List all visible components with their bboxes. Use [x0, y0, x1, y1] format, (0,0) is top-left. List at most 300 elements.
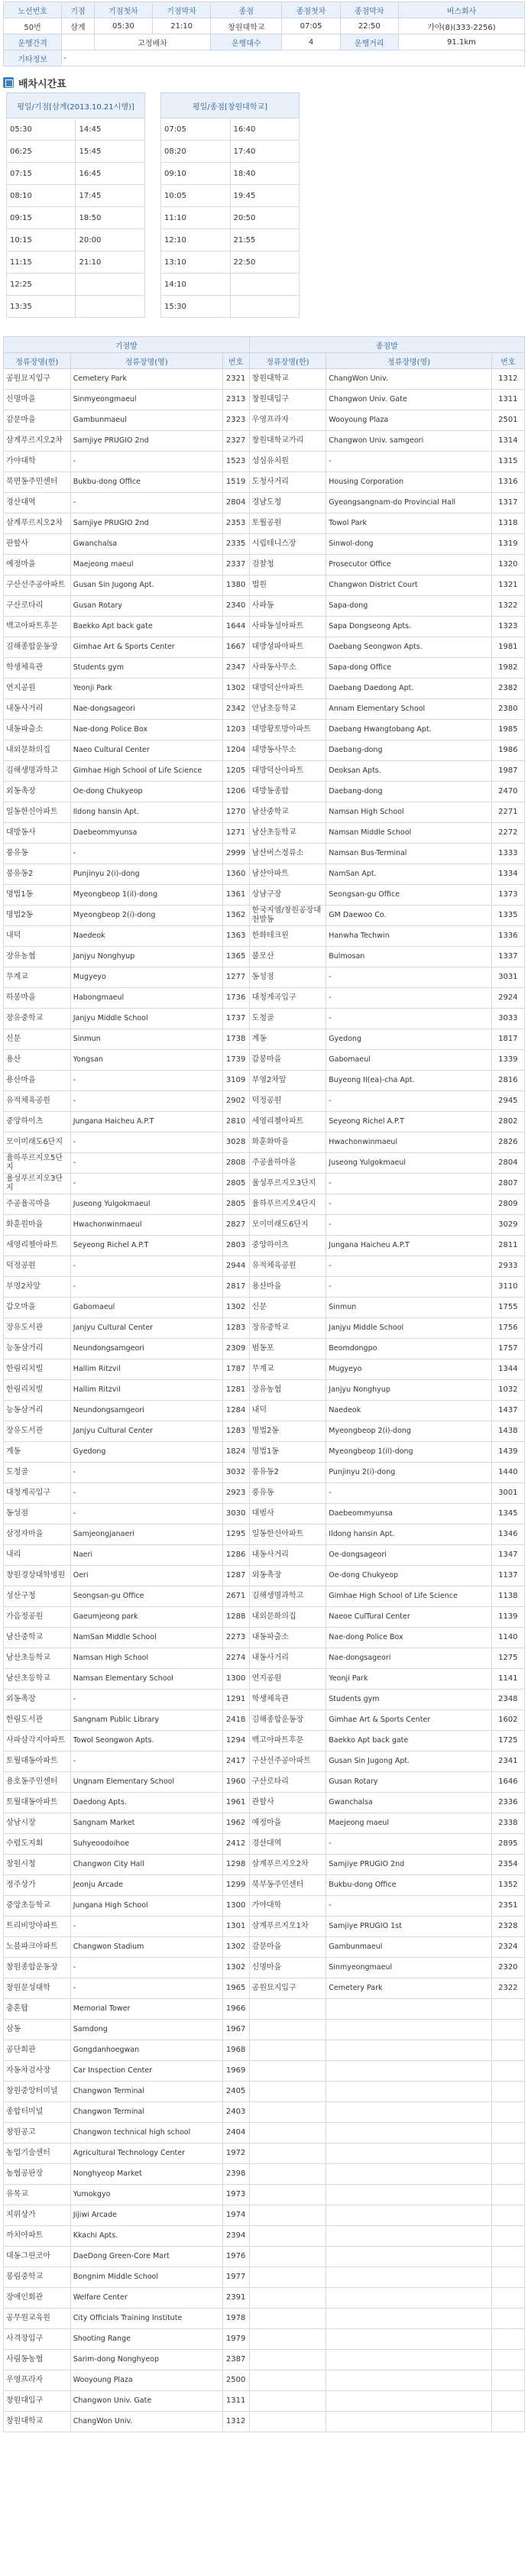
stop-name-kr: 율하푸르지오5단지 [4, 1153, 71, 1174]
stop-row [4, 493, 525, 514]
stop-number: 2816 [491, 1071, 524, 1091]
stop-name-en: Jijiwi Arcade [70, 2205, 222, 2226]
stop-name-en [326, 2164, 491, 2185]
stop-number [491, 2391, 524, 2412]
stop-name-en: Memorial Tower [70, 1999, 222, 2020]
stop-number: 2500 [222, 2370, 249, 2391]
stop-name-en: - [326, 1194, 491, 1215]
stop-name-kr: 연지공원 [4, 679, 71, 699]
stop-row [4, 947, 525, 967]
stop-row [4, 2164, 525, 2185]
stop-row [4, 2350, 525, 2370]
stop-number: 2810 [222, 1112, 249, 1132]
stop-number: 2273 [222, 1628, 249, 1648]
stop-row [4, 431, 525, 452]
stop-number: 2327 [222, 431, 249, 452]
stop-number: 2805 [222, 1194, 249, 1215]
stop-number: 2309 [222, 1339, 249, 1359]
stop-name-en: Janjyu Middle School [326, 1318, 491, 1339]
departure-time: 15:30 [161, 296, 231, 318]
stop-row [4, 2040, 525, 2061]
stop-number: 1344 [491, 1359, 524, 1380]
stop-name-en: Sangnam Market [70, 1813, 222, 1834]
stop-number: 2811 [491, 1236, 524, 1256]
stop-name-kr: 사림동농협 [4, 2350, 71, 2370]
stop-name-en: - [70, 1174, 222, 1194]
stop-name-en: Gusan Rotary [70, 596, 222, 617]
stop-name-en: Janjyu Cultural Center [70, 1421, 222, 1442]
info-h-dest-last: 종점막차 [340, 2, 398, 18]
timetable-row [161, 141, 300, 163]
stop-name-kr: 용산 [4, 1050, 71, 1071]
stop-name-en: Daebeommyunsa [70, 823, 222, 844]
stop-name-kr: 내외문화의집 [249, 1607, 326, 1628]
stop-name-kr: 갑봉마을 [249, 1050, 326, 1071]
stop-name-en: Sapa-dong [326, 596, 491, 617]
departure-time: 14:45 [76, 118, 145, 141]
stop-name-kr: 감문마을 [249, 1937, 326, 1958]
stop-name-kr: 삼계푸르지오2차 [4, 514, 71, 534]
stop-name-kr [249, 2288, 326, 2309]
info-h-etc: 기타정보 [4, 50, 62, 66]
stop-row [4, 1896, 525, 1917]
stop-number: 1335 [491, 906, 524, 926]
stop-row [4, 740, 525, 761]
stop-number: 1736 [222, 988, 249, 1009]
departure-time: 21:10 [76, 251, 145, 274]
departure-time: 07:05 [161, 118, 231, 141]
stops-table [3, 336, 525, 2432]
stop-number: 1646 [491, 1772, 524, 1793]
dest-header: 종점발 [249, 337, 524, 353]
stop-name-en: Habongmaeul [70, 988, 222, 1009]
info-etc: - [62, 50, 525, 66]
stop-name-en: Namsan High School [326, 802, 491, 823]
info-dest: 창원대학교 [211, 18, 282, 34]
stop-name-en: Mugyeyo [70, 967, 222, 988]
stop-number: 2826 [491, 1132, 524, 1153]
stop-name-kr: 남산아파트 [249, 864, 326, 885]
stop-name-en: Cemetery Park [326, 1978, 491, 1999]
stop-number: 1725 [491, 1731, 524, 1751]
stop-name-kr [249, 2412, 326, 2432]
stop-number: 2274 [222, 1648, 249, 1669]
stop-name-kr: 구산로타리 [249, 1772, 326, 1793]
stop-number: 1352 [491, 1875, 524, 1896]
stop-name-en: Baekko Apt back gate [326, 1731, 491, 1751]
stop-name-en [326, 2350, 491, 2370]
info-interval-blank [62, 34, 95, 50]
stop-row [4, 1339, 525, 1359]
stop-number: 2412 [222, 1834, 249, 1855]
stop-name-en: Namsan Bus-Terminal [326, 844, 491, 864]
stop-number: 1523 [222, 452, 249, 472]
stop-name-en: Hallim Ritzvil [70, 1380, 222, 1401]
stop-row [4, 410, 525, 431]
stop-name-en: Students gym [70, 658, 222, 679]
stop-row [4, 864, 525, 885]
info-h-dest-first: 종점첫차 [282, 2, 340, 18]
stop-name-kr: 종합터미널 [4, 2102, 71, 2123]
stop-name-kr: 동성점 [249, 967, 326, 988]
stop-number: 1295 [222, 1525, 249, 1545]
stop-row [4, 1978, 525, 1999]
departure-time [230, 296, 300, 318]
stop-name-kr: 풍유동 [249, 1483, 326, 1504]
stop-name-en: Changwon City Hall [70, 1855, 222, 1875]
stop-name-kr: 성산구청 [4, 1586, 71, 1607]
stop-name-kr: 능동삼거리 [4, 1339, 71, 1359]
stop-name-en: - [326, 1896, 491, 1917]
stop-name-kr: 삼계푸르지오1차 [249, 1917, 326, 1937]
stop-number: 1982 [491, 658, 524, 679]
stop-number: 2501 [491, 410, 524, 431]
stop-name-kr: 장유도서관 [4, 1421, 71, 1442]
stop-number: 3032 [222, 1463, 249, 1483]
stop-number: 3031 [491, 967, 524, 988]
departure-time: 08:10 [7, 185, 76, 207]
stop-name-kr: 도청골 [4, 1463, 71, 1483]
stop-row [4, 637, 525, 658]
stop-row [4, 1132, 525, 1153]
stop-name-en [326, 2205, 491, 2226]
info-h-interval: 운행간격 [4, 34, 62, 50]
stop-row [4, 967, 525, 988]
stop-number [491, 2143, 524, 2164]
departure-time: 19:45 [230, 185, 300, 207]
stop-number: 1288 [222, 1607, 249, 1628]
stop-name-kr: 관할사 [4, 534, 71, 555]
stop-name-kr: 북부동주민센터 [249, 1875, 326, 1896]
stop-row [4, 782, 525, 802]
stop-row [4, 1793, 525, 1813]
stop-name-kr: 외동촉장 [4, 1690, 71, 1710]
stop-name-en: Neundongsamgeori [70, 1339, 222, 1359]
departure-time: 22:50 [230, 251, 300, 274]
stop-number: 1339 [491, 1050, 524, 1071]
timetable-title [3, 73, 525, 92]
stop-row [4, 1463, 525, 1483]
stop-name-kr: 창원공고 [4, 2123, 71, 2143]
stop-number: 2671 [222, 1586, 249, 1607]
stop-name-kr: 율성푸르지오3단지 [4, 1174, 71, 1194]
stop-number: 2417 [222, 1751, 249, 1772]
stop-name-kr: 예정마을 [249, 1813, 326, 1834]
timetable-row [161, 229, 300, 251]
stop-name-kr: 삼계푸르지오2차 [4, 431, 71, 452]
stop-name-en: - [70, 1277, 222, 1298]
stop-number: 1977 [222, 2267, 249, 2288]
stop-name-en [326, 2288, 491, 2309]
stop-name-en: Gimhae Art & Sports Center [326, 1710, 491, 1731]
stop-row [4, 555, 525, 575]
stop-name-kr: 경남도청 [249, 493, 326, 514]
stop-number [491, 2329, 524, 2350]
stop-name-en: Hwachonwinmaeul [70, 1215, 222, 1236]
weekday-header: 평일/기점[삼계(2013.10.21시행)] [7, 93, 145, 118]
stop-name-kr: 연지공원 [249, 1669, 326, 1690]
stop-name-kr [249, 2143, 326, 2164]
stop-name-kr: 창원종합운동장 [4, 1958, 71, 1978]
stop-row [4, 1875, 525, 1896]
stop-name-kr: 부영2차앞 [4, 1277, 71, 1298]
stop-name-en: - [70, 493, 222, 514]
stop-number [491, 2164, 524, 2185]
stop-name-en: City Officials Training Institute [70, 2309, 222, 2329]
stop-name-kr: 하봉마을 [4, 988, 71, 1009]
stop-number [491, 2205, 524, 2226]
stop-name-en: - [70, 1504, 222, 1525]
departure-time: 18:50 [76, 207, 145, 229]
stop-row [4, 1917, 525, 1937]
timetable-row [7, 185, 145, 207]
stop-row [4, 2309, 525, 2329]
stop-number: 2923 [222, 1483, 249, 1504]
stop-name-kr [249, 2185, 326, 2205]
stop-name-en: Sangnam Public Library [70, 1710, 222, 1731]
stop-name-kr: 예정마을 [4, 555, 71, 575]
stop-name-kr: 남산초등학교 [4, 1669, 71, 1690]
stop-number: 1756 [491, 1318, 524, 1339]
stop-name-en: Nae-dongsageori [70, 699, 222, 720]
stop-number: 1312 [222, 2412, 249, 2432]
stop-name-en: NamSan Middle School [70, 1628, 222, 1648]
stop-number: 1286 [222, 1545, 249, 1566]
stop-number: 1979 [222, 2329, 249, 2350]
stop-number: 2271 [491, 802, 524, 823]
stop-number: 2808 [222, 1153, 249, 1174]
stop-name-en: Myeongbeop 1(il)-dong [326, 1442, 491, 1463]
stop-number: 1139 [491, 1607, 524, 1628]
stop-name-kr [249, 2102, 326, 2123]
stop-number: 1141 [491, 1669, 524, 1690]
stop-name-en: Oe-dong Chukyeop [326, 1566, 491, 1586]
stop-row [4, 1937, 525, 1958]
stop-name-kr: 신문 [249, 1298, 326, 1318]
timetable-row [7, 141, 145, 163]
stop-number: 1315 [491, 452, 524, 472]
stop-name-en: Annam Elementary School [326, 699, 491, 720]
stop-number: 2338 [491, 1813, 524, 1834]
stop-name-en: Changwon Univ. Gate [70, 2391, 222, 2412]
stop-number: 1644 [222, 617, 249, 637]
stop-name-en: Gaeumjeong park [70, 1607, 222, 1628]
stop-name-en: Students gym [326, 1690, 491, 1710]
stop-name-kr [249, 2226, 326, 2247]
stop-name-kr: 내동사거리 [249, 1545, 326, 1566]
stop-name-kr: 봉림중학교 [4, 2267, 71, 2288]
stop-name-kr: 공무원교육원 [4, 2309, 71, 2329]
stop-row [4, 2412, 525, 2432]
stop-number: 1824 [222, 1442, 249, 1463]
stop-number: 1294 [222, 1731, 249, 1751]
stop-row [4, 1318, 525, 1339]
stop-name-kr: 김해종합운동장 [249, 1710, 326, 1731]
stop-row [4, 2226, 525, 2247]
stop-row [4, 452, 525, 472]
stop-name-en: Namsan Elementary School [70, 1669, 222, 1690]
stop-number: 1298 [222, 1855, 249, 1875]
timetable-row [161, 251, 300, 274]
timetable-row [7, 163, 145, 185]
stop-number: 1317 [491, 493, 524, 514]
stop-row [4, 885, 525, 906]
stop-name-kr: 장유중학교 [4, 1009, 71, 1029]
route-info-row4 [4, 50, 525, 66]
stop-name-kr [249, 2329, 326, 2350]
departure-time: 15:45 [76, 141, 145, 163]
stop-number: 2470 [491, 782, 524, 802]
stop-number: 1319 [491, 534, 524, 555]
stop-name-kr: 세영리첼아파트 [249, 1112, 326, 1132]
stop-number: 3109 [222, 1071, 249, 1091]
stop-name-kr: 대방덕산아파트 [249, 679, 326, 699]
stop-number: 1287 [222, 1566, 249, 1586]
stop-row [4, 617, 525, 637]
stop-number: 1738 [222, 1029, 249, 1050]
stop-name-kr: 용산마을 [4, 1071, 71, 1091]
stop-number: 1302 [222, 679, 249, 699]
stop-number: 1362 [222, 906, 249, 926]
stop-name-kr: 창원대학교 [249, 369, 326, 390]
stop-name-en: Gimhae Art & Sports Center [70, 637, 222, 658]
stop-number: 1323 [491, 617, 524, 637]
stop-name-kr: 농협공판장 [4, 2164, 71, 2185]
stop-name-en: Gyedong [326, 1029, 491, 1050]
stop-name-en: Daebang Daedong Apt. [326, 679, 491, 699]
stop-name-kr: 무계교 [249, 1359, 326, 1380]
stop-number: 2924 [491, 988, 524, 1009]
stop-row [4, 2370, 525, 2391]
stop-name-en: - [326, 1091, 491, 1112]
terminus-header: 평일/종점[창원대학교] [161, 93, 300, 118]
timetable-row [7, 274, 145, 296]
stop-row [4, 1545, 525, 1566]
stop-name-kr: 도청사거리 [249, 472, 326, 493]
stop-number: 1966 [222, 1999, 249, 2020]
info-origin-first: 05:30 [94, 18, 152, 34]
stop-name-en: Oe-dong Chukyeop [70, 782, 222, 802]
stop-name-en: Cemetery Park [70, 369, 222, 390]
stop-name-kr: 장유중학교 [249, 1318, 326, 1339]
stop-name-en: Naeo Cultural Center [70, 740, 222, 761]
stop-name-kr: 대방동사 [4, 823, 71, 844]
stop-number: 2895 [491, 1834, 524, 1855]
stop-number: 1283 [222, 1421, 249, 1442]
departure-time: 16:40 [230, 118, 300, 141]
stop-name-kr: 백고아파트후문 [4, 617, 71, 637]
stop-row [4, 1174, 525, 1194]
stop-name-kr: 율하푸르지오4단지 [249, 1194, 326, 1215]
stop-name-en: - [326, 1256, 491, 1277]
stop-row [4, 2061, 525, 2082]
stop-name-kr: 무계교 [4, 967, 71, 988]
stop-name-kr: 신명마을 [249, 1958, 326, 1978]
stop-row [4, 575, 525, 596]
stop-number: 2320 [491, 1958, 524, 1978]
stop-row [4, 1586, 525, 1607]
stop-number: 1976 [222, 2247, 249, 2267]
stop-name-en: Ildong hansin Apt. [326, 1525, 491, 1545]
departure-time: 13:10 [161, 251, 231, 274]
departure-time [76, 296, 145, 318]
stop-name-kr: 명법2동 [249, 1421, 326, 1442]
route-info-value-row [4, 18, 525, 34]
stop-number: 2394 [222, 2226, 249, 2247]
schedule-icon [3, 77, 14, 88]
stop-name-en: - [70, 1751, 222, 1772]
stop-row [4, 1751, 525, 1772]
stop-name-en: - [70, 1071, 222, 1091]
stop-row [4, 1958, 525, 1978]
stop-row [4, 844, 525, 864]
stop-name-en: Bukbu-dong Office [70, 472, 222, 493]
stop-number: 2944 [222, 1256, 249, 1277]
route-page [0, 2, 528, 2432]
stop-name-en: Bulmosan [326, 947, 491, 967]
stop-number: 1291 [222, 1690, 249, 1710]
departure-time: 11:15 [7, 251, 76, 274]
stop-row [4, 823, 525, 844]
stop-name-kr [249, 2082, 326, 2102]
stop-number [491, 2267, 524, 2288]
stop-number: 2382 [491, 679, 524, 699]
timetable-row [7, 229, 145, 251]
stop-name-en: Samjiye PRUGIO 2nd [326, 1855, 491, 1875]
stop-name-en: Namsan Middle School [326, 823, 491, 844]
stop-name-en: Changwon District Court [326, 575, 491, 596]
stop-name-en: Naeri [70, 1545, 222, 1566]
stop-row [4, 802, 525, 823]
stop-row [4, 1112, 525, 1132]
stop-name-kr: 신문 [4, 1029, 71, 1050]
stop-row [4, 1421, 525, 1442]
stop-name-en [326, 2185, 491, 2205]
stop-name-en: - [326, 988, 491, 1009]
stop-name-kr [249, 2309, 326, 2329]
stop-row [4, 514, 525, 534]
stop-name-en [326, 2061, 491, 2082]
stop-name-kr: 구산선주공아파트 [249, 1751, 326, 1772]
stop-number: 1987 [491, 761, 524, 782]
col-header: 번호 [491, 353, 524, 369]
stop-name-en: Daebang Hwangtobang Apt. [326, 720, 491, 740]
stop-row [4, 2143, 525, 2164]
stop-number: 2804 [491, 1153, 524, 1174]
stop-name-kr: 구산로타리 [4, 596, 71, 617]
stop-name-kr [249, 2247, 326, 2267]
stop-row [4, 2267, 525, 2288]
stop-name-kr: 법원 [249, 575, 326, 596]
stop-name-en: Gyeongsangnam-do Provincial Hall [326, 493, 491, 514]
stop-name-kr: 내동사거리 [4, 699, 71, 720]
stop-name-en: Juseong Yulgokmaeul [70, 1194, 222, 1215]
timetable-row [161, 296, 300, 318]
stop-name-kr: 김해생명과학고 [4, 761, 71, 782]
stop-name-en: Seyeong Richel A.P.T [326, 1112, 491, 1132]
stop-row [4, 1442, 525, 1463]
stop-name-en: Hwachonwinmaeul [326, 1132, 491, 1153]
stop-name-en [326, 2247, 491, 2267]
stop-name-kr [249, 2020, 326, 2040]
timetable-row [161, 274, 300, 296]
stop-name-kr: 중앙하이츠 [4, 1112, 71, 1132]
stop-number: 2340 [222, 596, 249, 617]
stop-name-en: Janjyu Cultural Center [70, 1318, 222, 1339]
stop-row [4, 2102, 525, 2123]
stop-row [4, 1855, 525, 1875]
stop-number: 1438 [491, 1421, 524, 1442]
